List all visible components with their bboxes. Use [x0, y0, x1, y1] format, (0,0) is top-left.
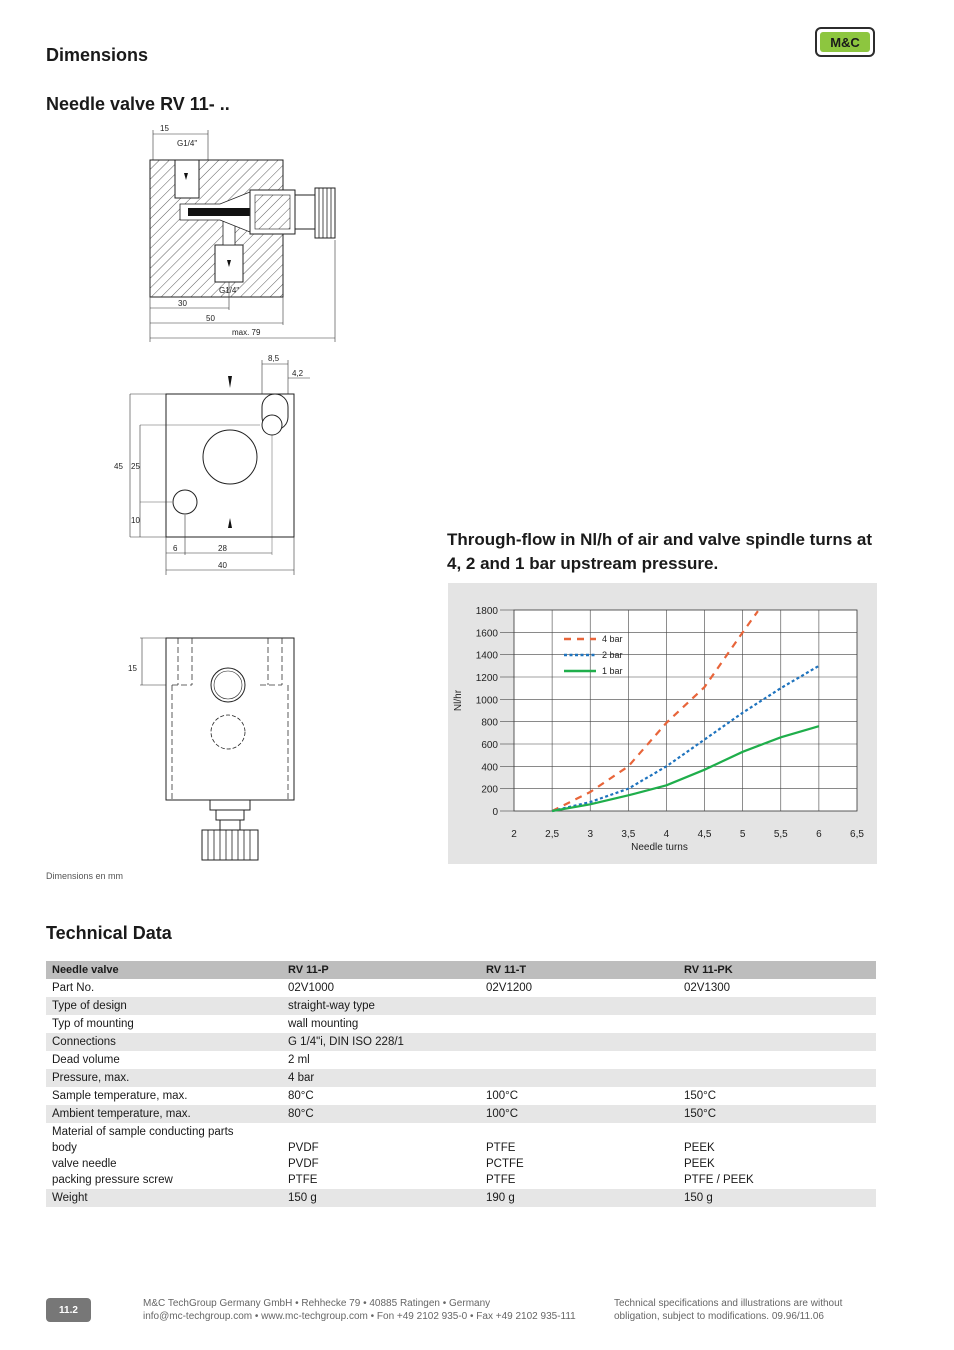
x-tick-label: 5 [739, 829, 746, 840]
x-tick-label: 2 [511, 829, 517, 840]
table-cell: 80°C [288, 1090, 314, 1102]
material-value: PVDF [288, 1142, 319, 1154]
table-cell [480, 1123, 678, 1189]
material-value: PTFE [486, 1174, 516, 1186]
table-cell: 150 g [678, 1189, 876, 1207]
y-tick-label: 1200 [475, 673, 498, 684]
y-axis-label: Nl/hr [453, 689, 464, 712]
material-item: packing pressure screw [52, 1174, 173, 1186]
mc-logo [815, 27, 875, 57]
product-subtitle: Needle valve RV 11- .. [46, 94, 230, 114]
material-value: PTFE [486, 1142, 516, 1154]
material-item: body [52, 1142, 77, 1154]
table-header-cell: Needle valve [46, 961, 282, 979]
table-cell: 02V1300 [684, 982, 731, 994]
thread-bottom-label: G1/4" [219, 286, 240, 295]
material-value: PTFE / PEEK [684, 1174, 754, 1186]
table-cell [678, 1051, 876, 1069]
table-cell: G 1/4"i, DIN ISO 228/1 [282, 1033, 480, 1051]
flow-chart-svg [448, 583, 877, 864]
material-value: PVDF [288, 1158, 319, 1170]
table-cell: Sample temperature, max. [52, 1090, 188, 1102]
table-cell: 80°C [282, 1105, 480, 1123]
footer-address-line: M&C TechGroup Germany GmbH • Rehhecke 79 • 40885 Ratingen • Germany [143, 1298, 491, 1309]
table-cell [678, 1033, 876, 1051]
x-tick-label: 4 [663, 829, 670, 840]
table-cell: Part No. [52, 982, 95, 994]
table-cell [678, 997, 876, 1015]
table-row [46, 1105, 876, 1123]
x-axis-label: Needle turns [631, 842, 688, 853]
dim-10-label: 10 [131, 516, 140, 525]
dim-45-label: 45 [114, 462, 123, 471]
table-cell: Weight [46, 1189, 282, 1207]
table-cell [480, 1015, 678, 1033]
chart-title: Through-flow in Nl/h of air and valve spindle turns at 4, 2 and 1 bar upstream pressure. [447, 530, 873, 573]
dim-max79-label: max. 79 [232, 328, 261, 337]
table-cell [480, 1069, 678, 1087]
dim-50-label: 50 [206, 314, 215, 323]
section-title: Dimensions [46, 45, 149, 65]
flow-chart [448, 583, 877, 864]
material-value: PEEK [684, 1142, 715, 1154]
table-cell [678, 1123, 876, 1189]
tech-data-table [46, 961, 876, 1207]
y-tick-label: 200 [481, 784, 498, 796]
table-cell: 02V1000 [288, 982, 335, 994]
table-row [46, 1051, 876, 1069]
table-cell: 150 g [282, 1189, 480, 1207]
table-header-cell: RV 11-P [282, 961, 480, 979]
dim-40-label: 40 [218, 561, 227, 570]
y-tick-label: 0 [492, 807, 498, 818]
dim-6-label: 6 [173, 544, 178, 553]
material-value: PCTFE [486, 1158, 524, 1170]
footer-disclaimer-line: Technical specifications and illustrations are without [614, 1298, 843, 1309]
y-tick-label: 600 [481, 740, 498, 751]
table-row [46, 1069, 876, 1087]
table-row-material [46, 1123, 876, 1189]
material-value: PEEK [684, 1158, 715, 1170]
material-value: PTFE [288, 1174, 318, 1186]
table-cell [678, 1069, 876, 1087]
table-cell: 4 bar [282, 1069, 480, 1087]
table-cell [282, 1123, 480, 1189]
drawing-side-view [120, 630, 300, 865]
table-header-cell: RV 11-T [480, 961, 678, 979]
table-cell: 150°C [678, 1105, 876, 1123]
dim-4-2-label: 4,2 [292, 369, 304, 378]
x-tick-label: 3 [587, 829, 594, 840]
footer-disclaimer-line: obligation, subject to modifications. 09.96/11.06 [614, 1311, 824, 1322]
x-tick-label: 3,5 [621, 829, 636, 840]
table-row [46, 1015, 876, 1033]
footer-contact-line: info@mc-techgroup.com • www.mc-techgroup.com • Fon +49 2102 935-0 • Fax +49 2102 935-111 [143, 1311, 576, 1322]
dim-30-label: 30 [178, 299, 187, 308]
table-cell: Pressure, max. [46, 1069, 282, 1087]
table-cell: 2 ml [288, 1054, 310, 1066]
page-number-badge: 11.2 [46, 1298, 91, 1322]
table-cell [480, 997, 678, 1015]
table-cell [480, 1033, 678, 1051]
tech-data-title: Technical Data [46, 923, 172, 943]
logo-text: M&C [820, 32, 870, 52]
table-row [46, 997, 876, 1015]
legend-label: 1 bar [602, 666, 623, 676]
table-header-cell: RV 11-PK [678, 961, 876, 979]
y-tick-label: 400 [481, 762, 498, 774]
table-cell: Dead volume [52, 1054, 120, 1066]
material-item: valve needle [52, 1158, 117, 1170]
table-row [46, 1033, 876, 1051]
table-cell: wall mounting [288, 1018, 359, 1030]
dim-25-label: 25 [131, 462, 140, 471]
table-cell: 02V1200 [486, 982, 533, 994]
legend-label: 4 bar [602, 634, 623, 644]
x-tick-label: 6 [816, 829, 822, 840]
table-cell: 100°C [480, 1105, 678, 1123]
table-cell: straight-way type [282, 997, 480, 1015]
dim-28-label: 28 [218, 544, 227, 553]
material-label: Material of sample conducting parts [52, 1126, 234, 1138]
table-cell: 190 g [480, 1189, 678, 1207]
y-tick-label: 1000 [475, 695, 498, 707]
table-cell: Type of design [46, 997, 282, 1015]
table-cell: Typ of mounting [52, 1018, 134, 1030]
table-cell [480, 1051, 678, 1069]
footer-address [143, 1297, 576, 1323]
thread-top-label: G1/4" [177, 139, 198, 148]
table-cell [678, 1015, 876, 1033]
y-tick-label: 1800 [475, 606, 498, 617]
x-tick-label: 6,5 [850, 829, 864, 840]
x-tick-label: 4,5 [697, 829, 712, 840]
x-tick-label: 5,5 [773, 829, 788, 840]
table-cell: Connections [46, 1033, 282, 1051]
y-tick-label: 1600 [475, 628, 498, 640]
dim-8-5-label: 8,5 [268, 354, 280, 363]
table-header-row [46, 961, 876, 979]
table-row [46, 1087, 876, 1105]
table-row [46, 1189, 876, 1207]
dim-15-label: 15 [160, 124, 169, 133]
drawing-section-view [120, 120, 350, 345]
y-tick-label: 1400 [475, 650, 498, 662]
table-cell: 100°C [486, 1090, 519, 1102]
dimensions-footnote: Dimensions en mm [46, 871, 124, 881]
side-dim-15-label: 15 [128, 664, 137, 673]
y-tick-label: 800 [481, 717, 498, 729]
x-tick-label: 2,5 [545, 829, 560, 840]
table-cell [46, 1123, 282, 1189]
table-cell: Ambient temperature, max. [46, 1105, 282, 1123]
drawing-front-view [110, 350, 320, 580]
legend-label: 2 bar [602, 650, 623, 660]
table-row [46, 979, 876, 997]
footer-disclaimer [614, 1297, 842, 1323]
table-cell: 150°C [684, 1090, 717, 1102]
